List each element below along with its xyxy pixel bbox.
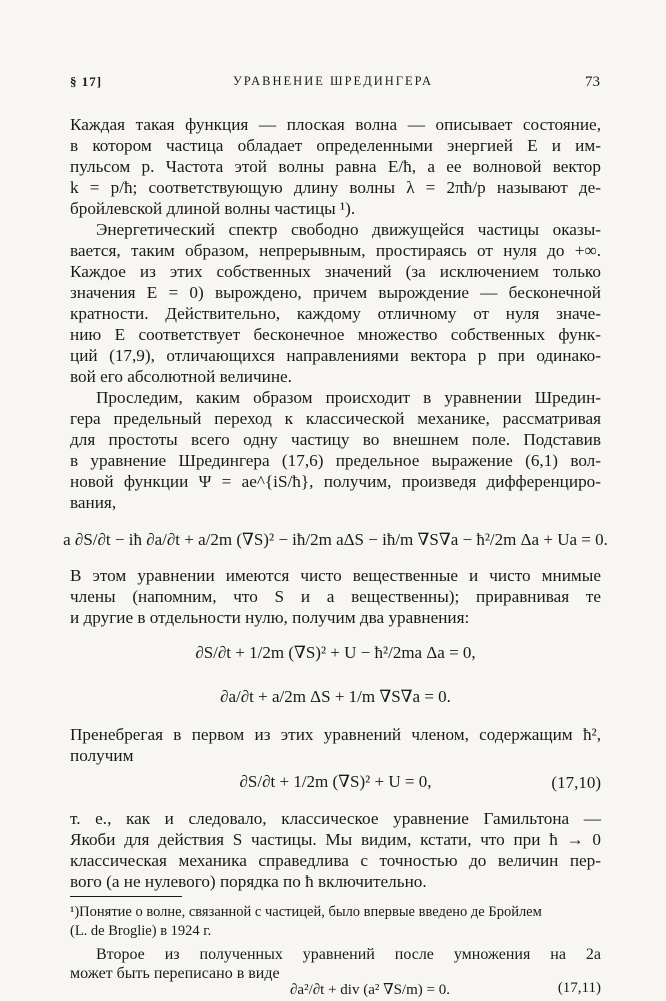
section-marker: § 17] — [70, 74, 103, 89]
text-line: кратности. Действительно, каждому отличному от нуля значе- — [70, 304, 601, 323]
text-line: получим — [70, 746, 134, 765]
text-line: для простоты всего одну частицу во внешнем поле. Подставив — [70, 430, 601, 449]
page-number: 73 — [585, 74, 600, 90]
footnote-line: (L. de Broglie) в 1924 г. — [70, 923, 212, 939]
text-line: нию E соответствует бесконечное множество собственных функ- — [70, 325, 601, 344]
text-line: вого (а не нулевого) порядка по ħ включительно. — [70, 872, 427, 891]
text-line: Каждое из этих собственных значений (за исключением только — [70, 262, 601, 281]
text-line: вается, таким образом, непрерывным, простираясь от нуля до +∞. — [70, 241, 601, 260]
text-line: гера предельный переход к классической механике, рассматривая — [70, 409, 601, 428]
equation-real-part: ∂S/∂t + 1/2m (∇S)² + U − ħ²/2ma Δa = 0, — [195, 643, 476, 662]
footnote-rule — [70, 896, 182, 897]
text-line: в уравнение Шредингера (17,6) предельное выражение (6,1) вол- — [70, 451, 601, 470]
text-line: ций (17,9), отличающихся направлениями вектора p при одинако- — [70, 346, 601, 365]
text-line: члены (напомним, что S и a вещественны); приравнивая те — [70, 587, 601, 606]
equation-hamilton-jacobi: ∂S/∂t + 1/2m (∇S)² + U = 0, — [239, 772, 432, 791]
footnote-line: ¹)Понятие о волне, связанной с частицей, было впервые введено де Бройлем — [70, 904, 542, 920]
running-title: УРАВНЕНИЕ ШРЕДИНГЕРА — [232, 74, 434, 88]
text-line: Каждая такая функция — плоская волна — описывает состояние, — [70, 115, 601, 134]
text-line: вания, — [70, 493, 117, 512]
text-line: Энергетический спектр свободно движущейся частицы оказы- — [96, 220, 601, 239]
text-line: пульсом p. Частота этой волны равна E/ħ, а ее волновой вектор — [70, 157, 601, 176]
text-line: k = p/ħ; соответствующую длину волны λ = 2πħ/p называют де- — [70, 178, 601, 197]
text-line: Якоби для действия S частицы. Мы видим, кстати, что при ħ → 0 — [70, 830, 601, 849]
text-line: значения E = 0) вырождено, причем вырождение — бесконечной — [70, 283, 601, 302]
equation-number: (17,11) — [557, 980, 601, 996]
equation-continuity: ∂a²/∂t + div (a² ∇S/m) = 0. — [290, 982, 450, 998]
equation-number: (17,10) — [551, 773, 601, 792]
text-line: бройлевской длиной волны частицы ¹). — [70, 199, 356, 218]
text-line: т. е., как и следовало, классическое уравнение Гамильтона — — [70, 809, 601, 828]
text-line: и другие в отдельности нулю, получим два уравнения: — [70, 608, 470, 627]
text-line: В этом уравнении имеются чисто вещественные и чисто мнимые — [70, 566, 601, 585]
text-line: вой его абсолютной величине. — [70, 367, 292, 386]
text-line: Пренебрегая в первом из этих уравнений членом, содержащим ħ², — [70, 725, 601, 744]
equation-imaginary-part: ∂a/∂t + a/2m ΔS + 1/m ∇S∇a = 0. — [220, 687, 451, 706]
text-line: может быть переписано в виде — [70, 965, 280, 982]
equation-substitution: a ∂S/∂t − iħ ∂a/∂t + a/2m (∇S)² − iħ/2m aΔS − iħ/m ∇S∇a − ħ²/2m Δa + Ua = 0. — [63, 530, 608, 549]
text-line: новой функции Ψ = ae^{iS/ħ}, получим, произведя дифференциро- — [70, 472, 601, 491]
text-line: Второе из полученных уравнений после умножения на 2a — [96, 946, 601, 963]
text-line: в котором частица обладает определенными энергией E и им- — [70, 136, 601, 155]
text-line: классическая механика справедлива с точностью до величин пер- — [70, 851, 601, 870]
text-line: Проследим, каким образом происходит в уравнении Шредин- — [96, 388, 601, 407]
